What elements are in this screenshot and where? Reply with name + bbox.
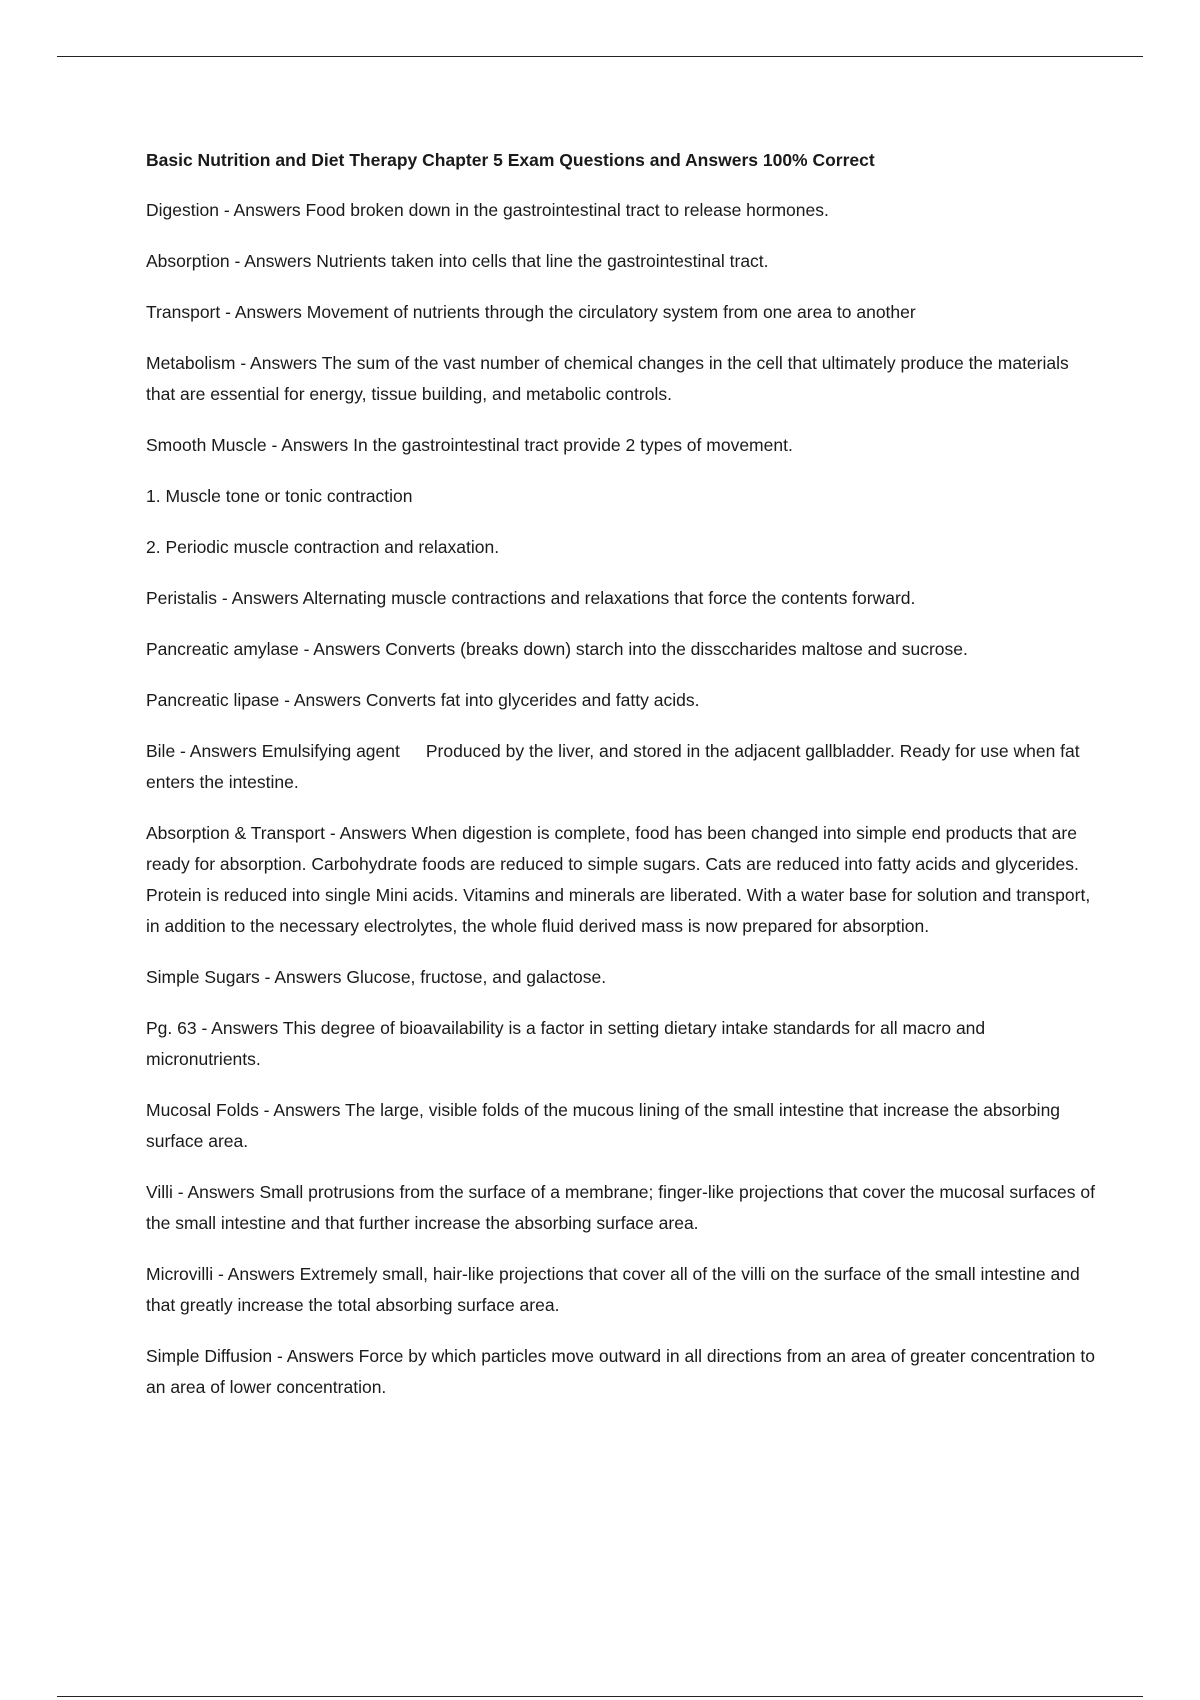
entry-bile-detail: Produced by the liver, and stored in the adjacent gallbladder. Ready for use when fat enters the intestine. <box>146 741 1080 792</box>
entry-simple-sugars: Simple Sugars - Answers Glucose, fructose, and galactose. <box>146 967 607 987</box>
top-divider <box>57 56 1143 57</box>
entry-periodic-contraction: 2. Periodic muscle contraction and relaxation. <box>146 537 500 557</box>
entry-metabolism: Metabolism - Answers The sum of the vast number of chemical changes in the cell that ultimately produce the materials that are essential for energy, tissue building, and metabolic controls. <box>146 353 1069 404</box>
entry-muscle-tone: 1. Muscle tone or tonic contraction <box>146 486 413 506</box>
document-title: Basic Nutrition and Diet Therapy Chapter 5 Exam Questions and Answers 100% Correct <box>146 150 875 170</box>
entry-villi: Villi - Answers Small protrusions from the surface of a membrane; finger-like projections that cover the mucosal surfaces of the small intestine and that further increase the absorbing surface area. <box>146 1182 1095 1233</box>
entry-microvilli: Microvilli - Answers Extremely small, hair-like projections that cover all of the villi on the surface of the small intestine and that greatly increase the total absorbing surface area. <box>146 1264 1080 1315</box>
entry-pg-63: Pg. 63 - Answers This degree of bioavailability is a factor in setting dietary intake standards for all macro and micronutrients. <box>146 1018 986 1069</box>
entry-peristalis: Peristalis - Answers Alternating muscle contractions and relaxations that force the contents forward. <box>146 588 916 608</box>
entry-transport: Transport - Answers Movement of nutrients through the circulatory system from one area to another <box>146 302 916 322</box>
bottom-divider <box>57 1696 1143 1697</box>
entry-simple-diffusion: Simple Diffusion - Answers Force by which particles move outward in all directions from an area of greater concentration to an area of lower concentration. <box>146 1346 1095 1397</box>
entry-smooth-muscle: Smooth Muscle - Answers In the gastrointestinal tract provide 2 types of movement. <box>146 435 793 455</box>
entry-bile-term: Bile - Answers Emulsifying agent <box>146 741 400 761</box>
entry-mucosal-folds: Mucosal Folds - Answers The large, visible folds of the mucous lining of the small intestine that increase the absorbing surface area. <box>146 1100 1061 1151</box>
entry-pancreatic-amylase: Pancreatic amylase - Answers Converts (breaks down) starch into the dissccharides maltose and sucrose. <box>146 639 968 659</box>
entry-digestion: Digestion - Answers Food broken down in the gastrointestinal tract to release hormones. <box>146 200 829 220</box>
entry-pancreatic-lipase: Pancreatic lipase - Answers Converts fat into glycerides and fatty acids. <box>146 690 700 710</box>
entry-bile <box>146 736 1096 798</box>
entry-absorption-transport: Absorption & Transport - Answers When digestion is complete, food has been changed into simple end products that are ready for absorption. Carbohydrate foods are reduced to simple sugars. Cats are reduced into fatty acids and glycerides. Protein is reduced into single Mini acids. Vitamins and minerals are liberated. With a water base for solution and transport, in addition to the necessary electrolytes, the whole fluid derived mass is now prepared for absorption. <box>146 823 1091 936</box>
entry-absorption: Absorption - Answers Nutrients taken into cells that line the gastrointestinal tract. <box>146 251 769 271</box>
document-body <box>146 145 1096 1423</box>
